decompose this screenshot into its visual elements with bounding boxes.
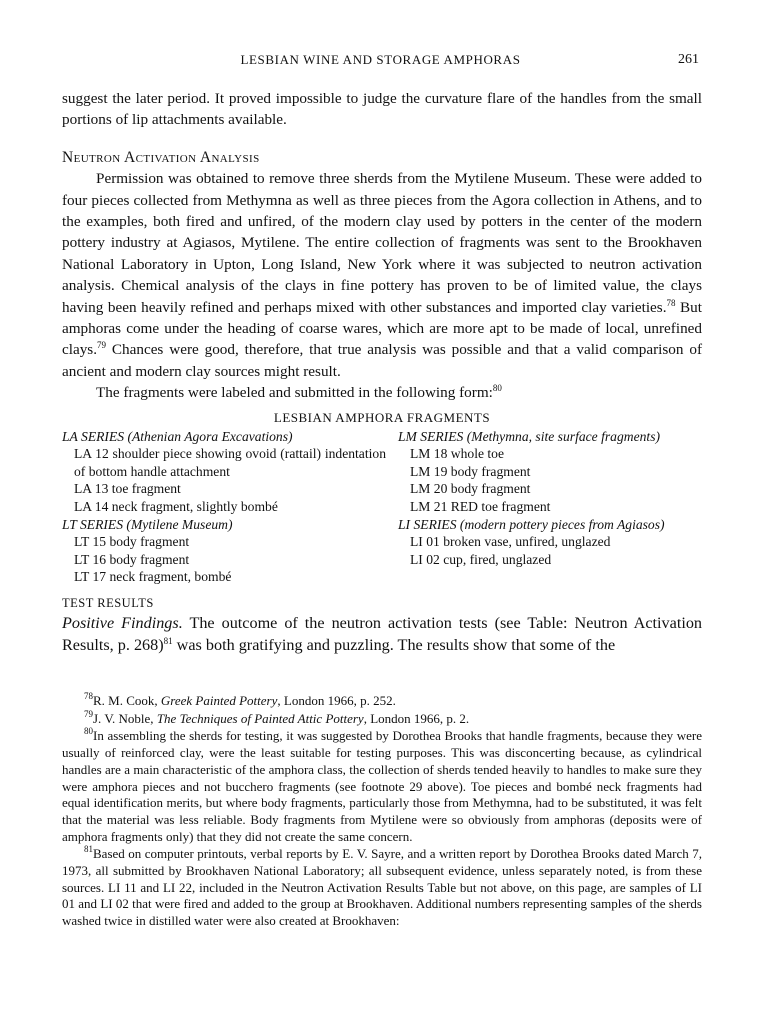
series-item: LT 15 body fragment: [74, 534, 190, 550]
series-item: LT 16 body fragment: [74, 551, 190, 567]
footnotes: [62, 693, 702, 930]
series-item: LM 21 RED toe fragment: [410, 499, 551, 515]
footnote-ref[interactable]: 80: [492, 383, 502, 394]
series-item: LA 13 toe fragment: [74, 481, 181, 497]
footnote: $^{79}$J. V. Noble, The Techniques of Painted Attic Pottery, London 1966, p. 2.: [84, 708, 470, 726]
series-heading: LT SERIES (Mytilene Museum): [62, 516, 233, 532]
footnote-ref[interactable]: 79: [97, 340, 107, 351]
footnote-ref[interactable]: 81: [163, 636, 173, 647]
fragments-table: [62, 428, 702, 586]
paragraph-fragments: The fragments were labeled and submitted in the following form:$^{80}$: [96, 383, 502, 402]
footnote: $^{81}$Based on computer printouts, verbal reports by E. V. Sayre, and a written report by Dorothea Brooks dated March 7, 1973, all submitted by Brookhaven National Laboratory; all subsequent evidence, unless separately noted, is from these sources. LI 11 and LI 22, included in the Neutron Activation Results Table but not above, on this page, are samples of LI 01 and LI 02 that were fired and added to the group at Brookhaven. Additional numbers representing samples of the sherds washed twice in distilled water were also created at Brookhaven:: [62, 844, 702, 929]
right-column: [398, 428, 698, 586]
test-results-heading: TEST RESULTS: [62, 596, 154, 611]
footnote: $^{78}$R. M. Cook, Greek Painted Pottery, London 1966, p. 252.: [84, 691, 396, 708]
running-head: [62, 52, 699, 70]
running-title: LESBIAN WINE AND STORAGE AMPHORAS: [240, 52, 521, 67]
series-heading: LM SERIES (Methymna, site surface fragments): [398, 428, 661, 444]
series-item: LI 01 broken vase, unfired, unglazed: [410, 534, 611, 550]
intro-paragraph: suggest the later period. It proved impossible to judge the curvature flare of the handles from the small portions of lip attachments available.: [62, 90, 702, 129]
footnote: $^{80}$In assembling the sherds for testing, it was suggested by Dorothea Brooks that handle fragments, because they were usually of reinforced clay, were the least suitable for testing purposes. This was disconcerting because, as cylindrical handles are a main characteristic of the amphora class, the collection of sherds tended heavily to handles to make sure they were amphora pieces and not bucchero fragments (see footnote 29 above). Toe pieces and bombé neck fragments had equal identification merits, but where body fragments, particularly those from Methymna, had to be substituted, it was felt that the material was less reliable. Body fragments from Mytilene were so obviously from amphoras (deposits were of amphora fragments only) that they did not create the same concern.: [62, 726, 702, 844]
paragraph-permission: Permission was obtained to remove three sherds from the Mytilene Museum. These were added to four pieces collected from Methymna as well as three pieces from the Agora collection in Athens, and to the examples, both fired and unfired, of the modern clay used by potters in the center of the modern pottery industry at Agiasos, Mytilene. The entire collection of fragments was sent to the Brookhaven National Laboratory in Upton, Long Island, New York where it was subjected to neutron activation analysis. Chemical analysis of the clays in fine pottery has proven to be of limited value, the clays having been heavily refined and perhaps mixed with other substances and imported clay varieties.$^{78}$ But amphoras come under the heading of coarse wares, which are more apt to be made of local, unrefined clays.$^{79}$ Chances were good, therefore, that true analysis was possible and that a valid comparison of ancient and modern clay sources might result.: [62, 170, 702, 380]
series-item: LM 19 body fragment: [410, 463, 531, 479]
series-item: LA 12 shoulder piece showing ovoid (rattail) indentation of bottom handle attachment: [74, 446, 386, 479]
footnote-ref[interactable]: 78: [666, 297, 676, 308]
series-item: LT 17 neck fragment, bombé: [74, 569, 232, 585]
series-item: LI 02 cup, fired, unglazed: [410, 551, 552, 567]
series-item: LA 14 neck fragment, slightly bombé: [74, 499, 278, 515]
series-item: LM 20 body fragment: [410, 481, 531, 497]
findings-label: Positive Findings.: [62, 614, 183, 633]
series-heading: LI SERIES (modern pottery pieces from Agiasos): [398, 516, 665, 532]
section-heading: Neutron Activation Analysis: [62, 148, 260, 166]
page-number: 261: [678, 52, 699, 67]
series-item: LM 18 whole toe: [410, 446, 505, 462]
series-heading: LA SERIES (Athenian Agora Excavations): [62, 428, 293, 444]
left-column: [62, 428, 392, 586]
fragments-table-title: LESBIAN AMPHORA FRAGMENTS: [273, 409, 491, 425]
main-text: [62, 88, 702, 656]
findings-paragraph: Positive Findings. The outcome of the neutron activation tests (see Table: Neutron Activation Results, p. 268)$^{81}$ was both gratifying and puzzling. The results show that some of the: [62, 614, 703, 655]
